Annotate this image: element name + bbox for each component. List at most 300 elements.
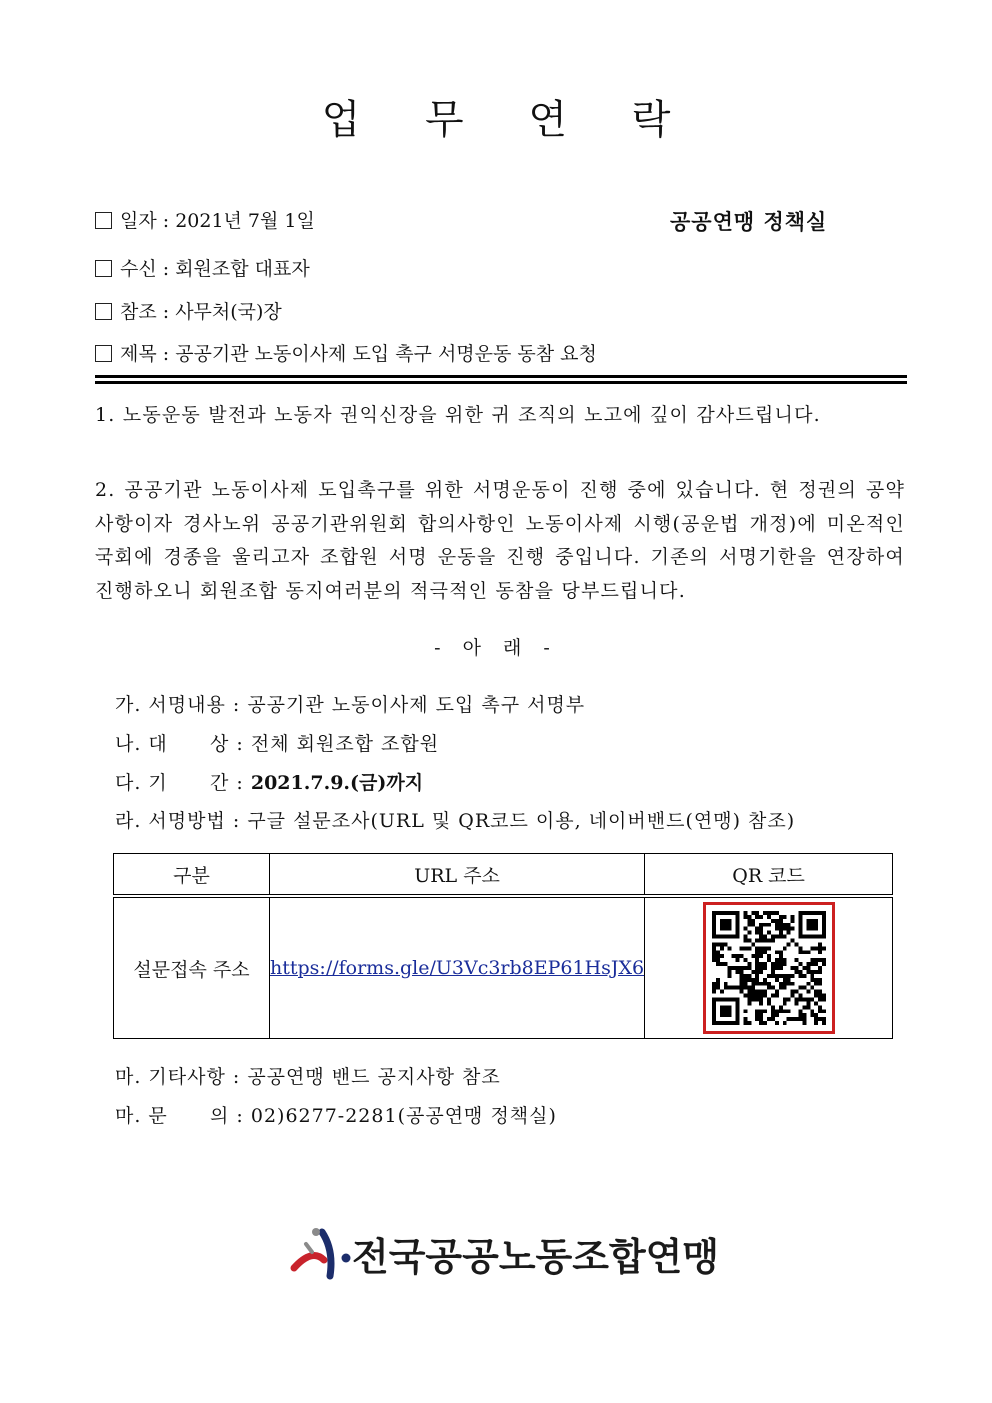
qr-module	[822, 1017, 826, 1021]
qr-module	[806, 982, 810, 986]
qr-module	[771, 966, 775, 970]
qr-module	[774, 958, 778, 962]
qr-module	[755, 982, 759, 986]
qr-module	[759, 950, 763, 954]
qr-module	[782, 962, 786, 966]
qr-module	[731, 997, 735, 1001]
qr-module	[715, 1021, 719, 1025]
qr-module	[735, 1005, 739, 1009]
qr-module	[814, 1001, 818, 1005]
qr-module	[810, 974, 814, 978]
qr-module	[771, 939, 775, 943]
qr-module	[747, 1021, 751, 1025]
qr-module	[771, 970, 775, 974]
qr-module	[759, 962, 763, 966]
qr-module	[739, 966, 743, 970]
qr-module	[755, 1009, 759, 1013]
qr-module	[759, 997, 763, 1001]
item-period-value: 2021.7.9.(금)까지	[250, 772, 424, 794]
qr-module	[814, 970, 818, 974]
qr-module	[719, 942, 723, 946]
qr-module	[712, 958, 716, 962]
qr-module	[759, 1009, 763, 1013]
qr-module	[755, 970, 759, 974]
qr-module	[715, 954, 719, 958]
qr-module	[735, 927, 739, 931]
table-header-category: 구분	[114, 854, 270, 897]
qr-module	[755, 954, 759, 958]
qr-module	[774, 1021, 778, 1025]
qr-module	[727, 923, 731, 927]
qr-module	[814, 935, 818, 939]
qr-module	[818, 982, 822, 986]
qr-module	[712, 931, 716, 935]
qr-module	[712, 1021, 716, 1025]
qr-module	[735, 966, 739, 970]
qr-module	[798, 974, 802, 978]
qr-module	[727, 946, 731, 950]
qr-module	[786, 974, 790, 978]
qr-module	[794, 1017, 798, 1021]
qr-module	[727, 919, 731, 923]
qr-module	[767, 915, 771, 919]
table-row-label: 설문접속 주소	[114, 896, 270, 1039]
qr-module	[712, 1005, 716, 1009]
qr-module	[719, 1021, 723, 1025]
qr-module	[767, 954, 771, 958]
qr-module	[747, 946, 751, 950]
qr-module	[786, 997, 790, 1001]
qr-module	[810, 946, 814, 950]
qr-module	[786, 923, 790, 927]
qr-module	[790, 1017, 794, 1021]
qr-module	[743, 915, 747, 919]
sender-department: 공공연맹 정책실	[670, 209, 828, 234]
qr-module	[790, 966, 794, 970]
qr-module	[735, 1009, 739, 1013]
qr-module	[747, 986, 751, 990]
qr-module	[759, 1001, 763, 1005]
qr-module	[759, 1021, 763, 1025]
qr-module	[739, 990, 743, 994]
qr-module	[723, 1009, 727, 1013]
qr-module	[802, 1021, 806, 1025]
qr-module	[712, 927, 716, 931]
qr-module	[798, 931, 802, 935]
qr-module	[735, 911, 739, 915]
qr-module	[743, 958, 747, 962]
qr-module	[763, 990, 767, 994]
qr-module	[755, 974, 759, 978]
qr-module	[822, 935, 826, 939]
header-subject	[95, 339, 597, 366]
qr-module	[774, 974, 778, 978]
qr-module	[822, 958, 826, 962]
qr-module	[806, 970, 810, 974]
qr-module	[743, 935, 747, 939]
qr-module	[771, 962, 775, 966]
item-inquiry: 마. 문 의 : 02)6277-2281(공공연맹 정책실)	[115, 1105, 557, 1127]
qr-module	[759, 970, 763, 974]
item-other: 마. 기타사항 : 공공연맹 밴드 공지사항 참조	[115, 1066, 501, 1088]
qr-module	[759, 915, 763, 919]
qr-module	[794, 970, 798, 974]
qr-module	[818, 946, 822, 950]
qr-module	[798, 1017, 802, 1021]
qr-module	[771, 1013, 775, 1017]
qr-module	[778, 935, 782, 939]
qr-module	[782, 958, 786, 962]
qr-module	[712, 954, 716, 958]
qr-module	[747, 978, 751, 982]
qr-module	[712, 935, 716, 939]
checkbox-icon	[95, 212, 112, 229]
qr-module	[794, 997, 798, 1001]
qr-module	[751, 919, 755, 923]
qr-module	[719, 1005, 723, 1009]
qr-module	[794, 966, 798, 970]
qr-code-icon	[712, 911, 826, 1025]
below-heading: - 아 래 -	[434, 637, 558, 659]
qr-module	[814, 1021, 818, 1025]
qr-module	[778, 919, 782, 923]
qr-module	[782, 1009, 786, 1013]
qr-module	[712, 997, 716, 1001]
qr-module	[727, 997, 731, 1001]
qr-module	[712, 950, 716, 954]
header-subject-text: 제목 : 공공기관 노동이사제 도입 촉구 서명운동 동참 요청	[120, 343, 597, 365]
qr-module	[778, 958, 782, 962]
item-method: 라. 서명방법 : 구글 설문조사(URL 및 QR코드 이용, 네이버밴드(연맹) 참조)	[115, 810, 796, 832]
qr-module	[774, 978, 778, 982]
qr-module	[731, 966, 735, 970]
paragraph-1: 1. 노동운동 발전과 노동자 권익신장을 위한 귀 조직의 노고에 깊이 감사드립니다.	[95, 404, 821, 426]
qr-module	[739, 946, 743, 950]
qr-module	[782, 915, 786, 919]
qr-module	[759, 935, 763, 939]
qr-module	[743, 1021, 747, 1025]
header-reference	[95, 297, 282, 324]
qr-module	[763, 939, 767, 943]
qr-module	[818, 997, 822, 1001]
qr-module	[771, 911, 775, 915]
qr-module	[735, 997, 739, 1001]
qr-module	[743, 978, 747, 982]
qr-module	[751, 994, 755, 998]
qr-module	[814, 962, 818, 966]
qr-module	[763, 966, 767, 970]
qr-module	[712, 1001, 716, 1005]
qr-module	[802, 1013, 806, 1017]
qr-module	[715, 997, 719, 1001]
qr-module	[818, 994, 822, 998]
federation-logo-text: 전국공공노동조합연맹	[352, 1235, 720, 1279]
qr-module	[735, 923, 739, 927]
item-period-label: 다. 기 간 :	[115, 772, 251, 794]
qr-module	[719, 954, 723, 958]
qr-module	[715, 978, 719, 982]
qr-module	[822, 962, 826, 966]
qr-module	[735, 1001, 739, 1005]
qr-module	[810, 978, 814, 982]
qr-module	[818, 966, 822, 970]
qr-module	[810, 997, 814, 1001]
qr-module	[794, 942, 798, 946]
qr-module	[759, 966, 763, 970]
qr-module	[771, 1009, 775, 1013]
qr-module	[778, 982, 782, 986]
qr-module	[712, 1009, 716, 1013]
qr-module	[767, 982, 771, 986]
qr-module	[712, 990, 716, 994]
qr-module	[822, 931, 826, 935]
qr-module	[723, 1005, 727, 1009]
qr-module	[818, 1005, 822, 1009]
qr-module	[806, 962, 810, 966]
qr-module	[763, 935, 767, 939]
qr-module	[727, 1009, 731, 1013]
qr-module	[759, 927, 763, 931]
qr-module	[814, 923, 818, 927]
qr-module	[743, 911, 747, 915]
qr-module	[810, 962, 814, 966]
qr-module	[778, 927, 782, 931]
qr-module	[755, 931, 759, 935]
qr-module	[715, 958, 719, 962]
qr-module	[735, 919, 739, 923]
qr-module	[719, 1013, 723, 1017]
qr-module	[767, 986, 771, 990]
qr-module	[798, 915, 802, 919]
qr-module	[774, 923, 778, 927]
qr-module	[806, 966, 810, 970]
qr-module	[755, 997, 759, 1001]
qr-module	[755, 958, 759, 962]
qr-module	[771, 986, 775, 990]
qr-module	[798, 962, 802, 966]
qr-module	[715, 911, 719, 915]
qr-module	[790, 927, 794, 931]
qr-module	[767, 939, 771, 943]
qr-module	[747, 990, 751, 994]
qr-module	[743, 1009, 747, 1013]
qr-module	[727, 966, 731, 970]
qr-module	[818, 970, 822, 974]
qr-module	[822, 927, 826, 931]
qr-module	[806, 997, 810, 1001]
qr-module	[771, 1017, 775, 1021]
qr-module	[727, 986, 731, 990]
qr-module	[790, 939, 794, 943]
qr-module	[782, 923, 786, 927]
qr-module	[712, 986, 716, 990]
qr-module	[767, 923, 771, 927]
qr-module	[747, 974, 751, 978]
qr-module	[810, 986, 814, 990]
qr-module	[719, 919, 723, 923]
qr-module	[735, 1013, 739, 1017]
qr-module	[822, 1009, 826, 1013]
divider-bottom	[95, 381, 907, 384]
qr-module	[778, 1005, 782, 1009]
qr-module	[774, 990, 778, 994]
qr-module	[771, 935, 775, 939]
qr-module	[806, 927, 810, 931]
qr-module	[810, 935, 814, 939]
qr-module	[818, 942, 822, 946]
qr-module	[818, 958, 822, 962]
qr-module	[814, 946, 818, 950]
qr-module	[755, 966, 759, 970]
qr-module	[735, 986, 739, 990]
qr-module	[747, 997, 751, 1001]
qr-module	[727, 911, 731, 915]
qr-module	[786, 978, 790, 982]
header-date-text: 일자 : 2021년 7월 1일	[120, 210, 315, 232]
qr-module	[731, 986, 735, 990]
qr-module	[715, 962, 719, 966]
qr-module	[751, 990, 755, 994]
qr-module	[759, 982, 763, 986]
qr-module	[771, 994, 775, 998]
header-reference-text: 참조 : 사무처(국)장	[120, 301, 282, 323]
qr-module	[771, 974, 775, 978]
qr-module	[755, 927, 759, 931]
qr-module	[731, 911, 735, 915]
qr-module	[802, 974, 806, 978]
qr-module	[727, 970, 731, 974]
table-row	[114, 896, 893, 1039]
qr-module	[818, 1009, 822, 1013]
item-period	[115, 768, 423, 795]
qr-module	[763, 946, 767, 950]
qr-module	[735, 1017, 739, 1021]
qr-module	[712, 942, 716, 946]
qr-module	[774, 1009, 778, 1013]
qr-module	[802, 986, 806, 990]
qr-module	[723, 982, 727, 986]
qr-module	[782, 974, 786, 978]
qr-module	[822, 994, 826, 998]
qr-module	[782, 927, 786, 931]
qr-module	[759, 939, 763, 943]
qr-module	[731, 954, 735, 958]
qr-module	[735, 954, 739, 958]
qr-code-image[interactable]	[703, 902, 835, 1034]
qr-module	[810, 911, 814, 915]
qr-module	[767, 911, 771, 915]
qr-module	[814, 919, 818, 923]
qr-module	[778, 1009, 782, 1013]
qr-module	[715, 986, 719, 990]
qr-module	[723, 1013, 727, 1017]
qr-module	[778, 915, 782, 919]
paragraph-2: 2. 공공기관 노동이사제 도입촉구를 위한 서명운동이 진행 중에 있습니다. 현 정권의 공약사항이자 경사노위 공공기관위원회 합의사항인 노동이사제 시행(공운법 개정)에 미온적인 국회에 경종을 울리고자 조합원 서명 운동을 진행 중입니다. 기존의 서명기한을 연장하여 진행하오니 회원조합 동지여러분의 적극적인 동참을 당부드립니다.	[95, 479, 905, 602]
qr-module	[743, 946, 747, 950]
qr-module	[739, 974, 743, 978]
qr-module	[774, 994, 778, 998]
qr-module	[731, 935, 735, 939]
qr-module	[755, 946, 759, 950]
qr-module	[782, 946, 786, 950]
qr-module	[763, 978, 767, 982]
survey-url-link[interactable]: https://forms.gle/U3Vc3rb8EP61HsJX6	[270, 957, 645, 979]
qr-module	[743, 966, 747, 970]
qr-module	[810, 923, 814, 927]
qr-module	[747, 915, 751, 919]
qr-module	[822, 946, 826, 950]
qr-module	[806, 950, 810, 954]
qr-module	[712, 1013, 716, 1017]
qr-module	[755, 950, 759, 954]
qr-module	[810, 919, 814, 923]
qr-module	[763, 1009, 767, 1013]
qr-module	[723, 986, 727, 990]
header-recipient-text: 수신 : 회원조합 대표자	[120, 258, 310, 280]
qr-module	[790, 982, 794, 986]
qr-module	[719, 997, 723, 1001]
qr-module	[739, 954, 743, 958]
qr-module	[810, 1009, 814, 1013]
qr-module	[767, 1001, 771, 1005]
qr-module	[739, 970, 743, 974]
qr-module	[751, 978, 755, 982]
qr-module	[814, 1017, 818, 1021]
qr-module	[759, 946, 763, 950]
qr-module	[806, 935, 810, 939]
qr-module	[774, 966, 778, 970]
qr-module	[743, 986, 747, 990]
qr-module	[719, 962, 723, 966]
qr-module	[747, 919, 751, 923]
qr-module	[723, 962, 727, 966]
qr-module	[743, 927, 747, 931]
qr-module	[774, 919, 778, 923]
qr-module	[798, 923, 802, 927]
qr-module	[755, 990, 759, 994]
qr-module	[806, 990, 810, 994]
qr-module	[806, 911, 810, 915]
qr-module	[790, 974, 794, 978]
qr-module	[735, 935, 739, 939]
qr-module	[822, 911, 826, 915]
qr-module	[735, 915, 739, 919]
qr-module	[822, 919, 826, 923]
qr-module	[731, 1021, 735, 1025]
qr-module	[822, 1021, 826, 1025]
qr-module	[755, 1013, 759, 1017]
qr-module	[763, 994, 767, 998]
item-content: 가. 서명내용 : 공공기관 노동이사제 도입 촉구 서명부	[115, 694, 586, 716]
qr-module	[712, 982, 716, 986]
qr-module	[818, 950, 822, 954]
qr-module	[771, 1005, 775, 1009]
qr-module	[712, 946, 716, 950]
qr-module	[782, 1001, 786, 1005]
qr-module	[759, 994, 763, 998]
qr-module	[814, 978, 818, 982]
qr-module	[790, 990, 794, 994]
document-title: 업 무 연 락	[321, 97, 697, 143]
qr-module	[727, 1021, 731, 1025]
qr-module	[767, 997, 771, 1001]
header-recipient	[95, 254, 310, 281]
qr-module	[755, 915, 759, 919]
qr-module	[778, 954, 782, 958]
qr-module	[814, 911, 818, 915]
qr-module	[774, 962, 778, 966]
qr-module	[712, 919, 716, 923]
